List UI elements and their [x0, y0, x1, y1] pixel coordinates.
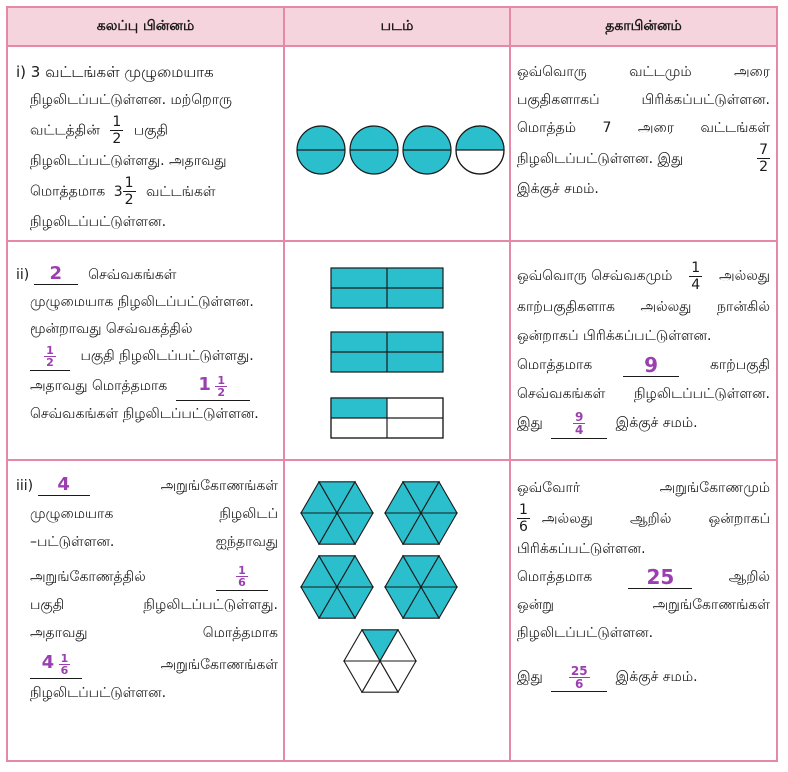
row3-mixed-text: iii) 4 அறுங்கோணங்கள் முழுமையாக நிழலிடப் –பட்டுள்ளன. ஐந்தாவது அறுங்கோணத்தில் $\frac{1}{6}$ பகுதி நிழலிடப்பட்டுள்ளது. அதாவது மொத்தமாக 4 $\frac{1}{6}$ அறுங்கோணங்கள் நிழலிடப்பட்டுள்ளன. — [16, 474, 278, 701]
quarter-fraction: $\frac{1}{4}$ — [691, 260, 701, 293]
column-divider — [509, 8, 511, 760]
answer-whole: 4 — [38, 475, 90, 496]
answer-fraction: $\frac{9}{4}$ — [551, 409, 607, 439]
answer-fraction: $\frac{25}{6}$ — [551, 663, 607, 692]
rectangle-full — [331, 268, 443, 308]
table-header — [8, 8, 776, 47]
header-mixed-fraction: கலப்பு பின்னம் — [96, 18, 195, 34]
header-picture: படம் — [380, 18, 414, 34]
answer-mixed: 1 $\frac{1}{2}$ — [176, 371, 250, 401]
seven-halves: $\frac{7}{2}$ — [759, 142, 768, 175]
row1-improper-text: ஒவ்வொரு வட்டமும் அரை பகுதிகளாகப் பிரிக்கப்பட்டுள்ளன. மொத்தம் 7 அரை வட்டங்கள் நிழலிடப்பட்டுள்ளன. இது $\frac{7}{2}$ இக்குச் சமம். — [517, 64, 770, 197]
row2-mixed-text: ii) 2 செவ்வகங்கள் முழுமையாக நிழலிடப்பட்டுள்ளன. மூன்றாவது செவ்வகத்தில் $\frac{1}{2}$ பகுதி நிழலிடப்பட்டுள்ளது. அதாவது மொத்தமாக 1 $\frac{1}{2}$ செவ்வகங்கள் நிழலிடப்பட்டுள்ளன. — [16, 263, 259, 422]
answer-mixed: 4 $\frac{1}{6}$ — [30, 649, 82, 679]
answer-part: $\frac{1}{2}$ — [30, 343, 70, 371]
circle-full — [297, 126, 345, 174]
answer-part: $\frac{1}{6}$ — [216, 562, 268, 591]
circles-figure — [285, 47, 509, 240]
hexagon-full — [385, 556, 457, 618]
answer-count: 9 — [623, 354, 679, 377]
row3-improper-text: ஒவ்வோர் அறுங்கோணமும் $\frac{1}{6}$ அல்லது ஆறில் ஒன்றாகப் பிரிக்கப்பட்டுள்ளன. மொத்தமாக 25 ஆறில் ஒன்று அறுங்கோணங்கள் நிழலிடப்பட்டுள்ளன. இது $\frac{25}{6}$ இக்குச் சமம். — [517, 480, 770, 691]
hexagon-full — [301, 482, 373, 544]
circle-full — [350, 126, 398, 174]
rectangle-full — [331, 332, 443, 372]
header-improper-fraction: தகாபின்னம் — [605, 18, 682, 34]
sixth-fraction: $\frac{1}{6}$ — [519, 502, 528, 535]
hexagon-full — [385, 482, 457, 544]
circle-full — [403, 126, 451, 174]
fraction-table — [6, 6, 778, 762]
hexagon-full — [301, 556, 373, 618]
row2-improper-text: ஒவ்வொரு செவ்வகமும் $\frac{1}{4}$ அல்லது காற்பகுதிகளாக அல்லது நான்கில் ஒன்றாகப் பிரிக்கப்பட்டுள்ளன. மொத்தமாக 9 காற்பகுதி செவ்வகங்கள் நிழலிடப்பட்டுள்ளன. இது $\frac{9}{4}$ இக்குச் சமம். — [517, 260, 770, 439]
answer-count: 25 — [628, 566, 692, 589]
hexagons-figure — [285, 461, 509, 711]
hexagon-one-sixth — [344, 630, 416, 692]
mixed-number: 3 $\frac{1}{2}$ — [113, 175, 134, 208]
rectangle-quarter — [331, 398, 443, 438]
rectangles-figure — [285, 242, 509, 459]
circle-half — [456, 126, 504, 174]
answer-whole: 2 — [34, 264, 78, 285]
row1-mixed-text: i) 3 வட்டங்கள் முழுமையாக நிழலிடப்பட்டுள்ளன. மற்றொரு வட்டத்தின் $\frac{1}{2}$ பகுதி நிழலிடப்பட்டுள்ளது. அதாவது மொத்தமாக 3 $\frac{1}{2}$ வட்டங்கள் நிழலிடப்பட்டுள்ளன. — [16, 63, 232, 230]
half-fraction: $\frac{1}{2}$ — [112, 114, 122, 147]
